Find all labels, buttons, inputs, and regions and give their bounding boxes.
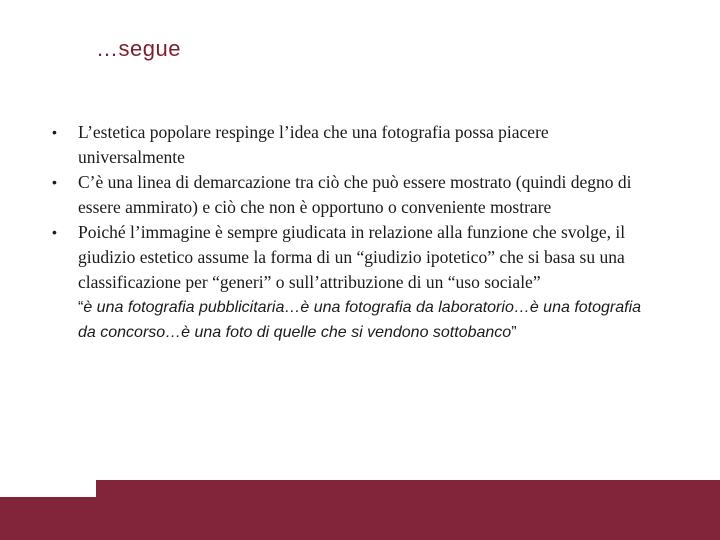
bullet-marker: •	[52, 124, 57, 140]
bullet-marker: •	[52, 224, 57, 240]
quote-block	[78, 295, 652, 345]
quote-close-mark: ”	[511, 324, 517, 341]
bullet-text: Poiché l’immagine è sempre giudicata in relazione alla funzione che svolge, il giudizio estetico assume la forma di un “giudizio ipotetico” che si basa su una classificazione per “generi” o sull’attribuzione di un “uso sociale”	[78, 222, 626, 292]
bullet-item	[52, 120, 652, 170]
slide-title: …segue	[96, 36, 181, 61]
footer-bar	[0, 480, 720, 540]
bullet-text: L’estetica popolare respinge l’idea che una fotografia possa piacere universalmente	[78, 122, 549, 167]
quote-text: è una fotografia pubblicitaria…è una fotografia da laboratorio…è una fotografia da concorso…è una foto di quelle che si vendono sottobanco	[78, 299, 642, 341]
quote-open-mark: “	[78, 299, 84, 316]
bullet-list	[52, 120, 652, 345]
bullet-marker: •	[52, 174, 57, 190]
bullet-item	[52, 220, 652, 345]
footer-notch	[0, 480, 96, 497]
bullet-text: C’è una linea di demarcazione tra ciò che può essere mostrato (quindi degno di essere ammirato) e ciò che non è opportuno o conveniente mostrare	[78, 172, 632, 217]
bullet-item	[52, 170, 652, 220]
